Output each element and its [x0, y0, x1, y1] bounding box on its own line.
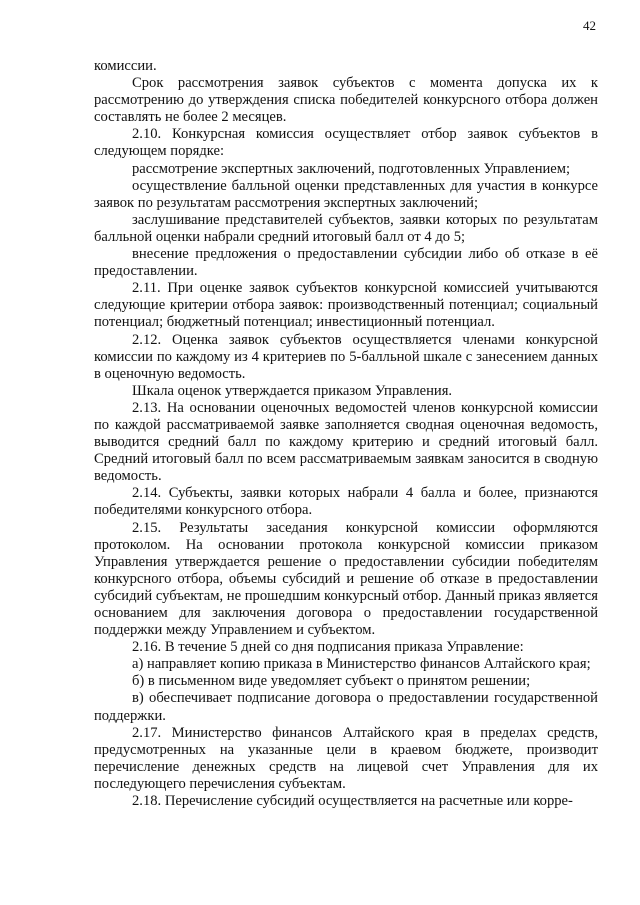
paragraph: 2.11. При оценке заявок субъектов конкурсной комиссией учитываются следующие критерии отбора заявок: производственный потенциал; социальный потенциал; бюджетный потенциал; инвестиционный потенциал.: [94, 280, 598, 331]
paragraph: Срок рассмотрения заявок субъектов с момента допуска их к рассмотрению до утверждения списка победителей конкурсного отбора должен составлять не более 2 месяцев.: [94, 75, 598, 126]
paragraph: осуществление балльной оценки представленных для участия в конкурсе заявок по результатам рассмотрения экспертных заключений;: [94, 177, 598, 211]
page-number: 42: [583, 18, 596, 33]
paragraph: 2.17. Министерство финансов Алтайского края в пределах средств, предусмотренных на указанные цели в краевом бюджете, производит перечисление денежных средств на лицевой счет Управления для их последующего перечисления субъектам.: [94, 724, 598, 792]
paragraph: 2.18. Перечисление субсидий осуществляется на расчетные или корре-: [132, 793, 573, 810]
paragraph: в) обеспечивает подписание договора о предоставлении государственной поддержки.: [94, 690, 598, 724]
document-body: [94, 58, 598, 810]
paragraph: Шкала оценок утверждается приказом Управления.: [132, 382, 453, 399]
paragraph: внесение предложения о предоставлении субсидии либо об отказе в её предоставлении.: [94, 246, 598, 280]
paragraph: 2.15. Результаты заседания конкурсной комиссии оформляются протоколом. На основании протокола конкурсной комиссии приказом Управления утверждается решение о предоставлении субсидии победителям конкурсного отбора, объемы субсидий и решение об отказе в предоставлении субсидий субъектам, не прошедшим конкурсный отбор. Данный приказ является основанием для заключения договора о предоставлении государственной поддержки между Управлением и субъектом.: [94, 519, 598, 639]
paragraph: заслушивание представителей субъектов, заявки которых по результатам балльной оценки набрали средний итоговый балл от 4 до 5;: [94, 211, 598, 245]
paragraph: а) направляет копию приказа в Министерство финансов Алтайского края;: [132, 656, 591, 673]
paragraph: 2.16. В течение 5 дней со дня подписания приказа Управление:: [132, 639, 524, 656]
paragraph: комиссии.: [94, 58, 157, 74]
paragraph: 2.14. Субъекты, заявки которых набрали 4 балла и более, признаются победителями конкурсного отбора.: [94, 485, 598, 519]
paragraph: рассмотрение экспертных заключений, подготовленных Управлением;: [132, 160, 571, 177]
paragraph: 2.12. Оценка заявок субъектов осуществляется членами конкурсной комиссии по каждому из 4 критериев по 5-балльной шкале с занесением данных в оценочную ведомость.: [94, 331, 598, 382]
paragraph: 2.10. Конкурсная комиссия осуществляет отбор заявок субъектов в следующем порядке:: [94, 126, 598, 160]
paragraph: б) в письменном виде уведомляет субъект о принятом решении;: [132, 673, 531, 690]
paragraph: 2.13. На основании оценочных ведомостей членов конкурсной комиссии по каждой рассматриваемой заявке заполняется сводная оценочная ведомость, выводится средний балл по каждому критерию и средний итоговый балл. Средний итоговый балл по всем рассматриваемым заявкам заносится в сводную ведомость.: [94, 399, 598, 485]
